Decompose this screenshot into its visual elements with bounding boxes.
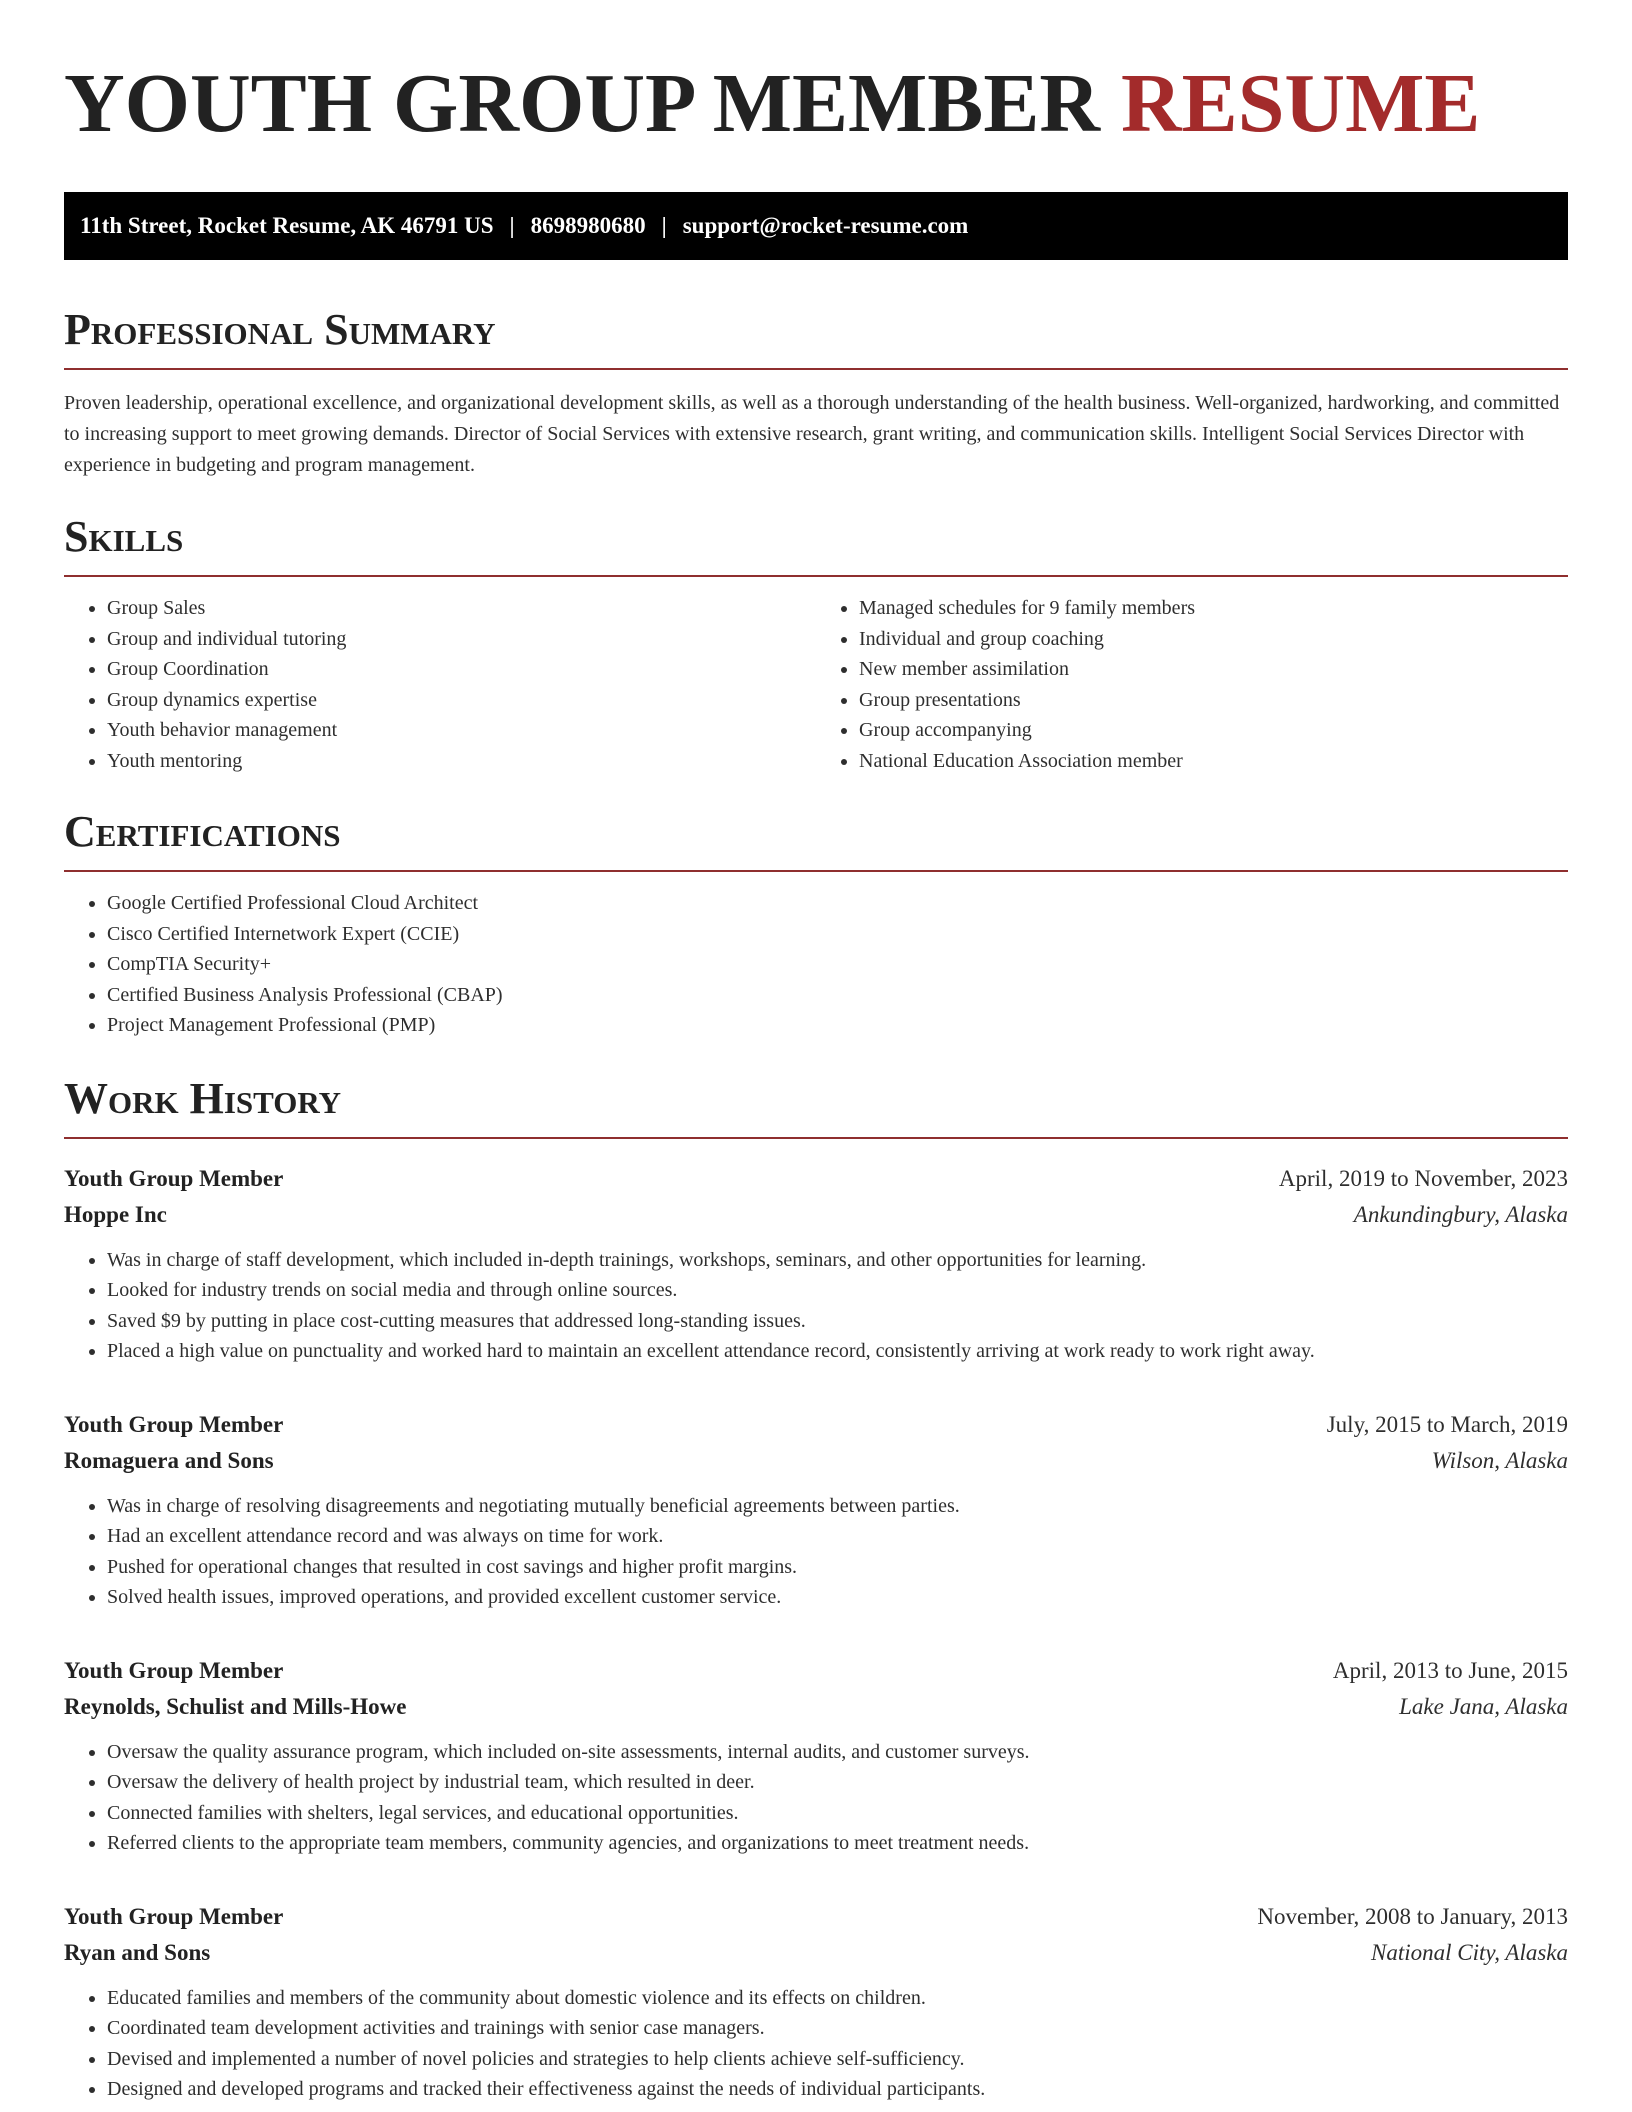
summary-heading: Professional Summary bbox=[64, 304, 1568, 370]
job-dates: April, 2019 to November, 2023 bbox=[1278, 1165, 1568, 1191]
resume-title bbox=[64, 58, 1568, 150]
job-bullets bbox=[64, 1737, 1568, 1859]
job-bullet: • Educated families and members of the community about domestic violence and its effects on children. bbox=[107, 1983, 1568, 2014]
skills-grid bbox=[64, 577, 1568, 776]
job-title: Youth Group Member bbox=[64, 1657, 284, 1683]
skill-item: • Group Sales bbox=[107, 593, 816, 624]
contact-separator: | bbox=[509, 213, 515, 238]
job-header-row bbox=[64, 1407, 1568, 1443]
job-bullets bbox=[64, 1245, 1568, 1367]
skill-item: • Individual and group coaching bbox=[859, 624, 1568, 655]
job-location: Lake Jana, Alaska bbox=[1399, 1693, 1568, 1719]
certification-item: • Project Management Professional (PMP) bbox=[107, 1010, 1568, 1041]
job-bullet: • Designed and developed programs and tracked their effectiveness against the needs of individual participants. bbox=[107, 2074, 1568, 2105]
job-bullet: • Referred clients to the appropriate team members, community agencies, and organizations to meet treatment needs. bbox=[107, 1828, 1568, 1859]
summary-text: Proven leadership, operational excellence, and organizational development skills, as well as a thorough understanding of the health business. Well-organized, hardworking, and committed to increasing support to meet growing demands. Director of Social Services with extensive research, grant writing, and communication skills. Intelligent Social Services Director with experience in budgeting and program management. bbox=[64, 392, 1560, 476]
job-company-row bbox=[64, 1443, 1568, 1479]
job-company-row bbox=[64, 1935, 1568, 1971]
skills-list-right bbox=[816, 593, 1568, 776]
job-dates: July, 2015 to March, 2019 bbox=[1326, 1411, 1568, 1437]
skill-item: • National Education Association member bbox=[859, 746, 1568, 777]
job-bullet: • Saved $9 by putting in place cost-cutting measures that addressed long-standing issues. bbox=[107, 1306, 1568, 1337]
job-company-row bbox=[64, 1689, 1568, 1725]
job-company: Romaguera and Sons bbox=[64, 1447, 274, 1473]
contact-separator: | bbox=[661, 213, 667, 238]
job-dates: April, 2013 to June, 2015 bbox=[1332, 1657, 1568, 1683]
job-title: Youth Group Member bbox=[64, 1411, 284, 1437]
title-accent: RESUME bbox=[1121, 57, 1481, 150]
job-bullet: • Connected families with shelters, legal services, and educational opportunities. bbox=[107, 1798, 1568, 1829]
job-dates: November, 2008 to January, 2013 bbox=[1257, 1903, 1568, 1929]
contact-bar bbox=[64, 192, 1568, 260]
job-bullet: • Was in charge of resolving disagreements and negotiating mutually beneficial agreements between parties. bbox=[107, 1491, 1568, 1522]
certifications-section bbox=[64, 806, 1568, 1041]
job-bullet: • Pushed for operational changes that resulted in cost savings and higher profit margins. bbox=[107, 1552, 1568, 1583]
job-header-row bbox=[64, 1653, 1568, 1689]
job-bullets bbox=[64, 1983, 1568, 2105]
contact-email: support@rocket-resume.com bbox=[682, 213, 969, 238]
job-bullet: • Devised and implemented a number of novel policies and strategies to help clients achieve self-sufficiency. bbox=[107, 2044, 1568, 2075]
job-entry bbox=[64, 1161, 1568, 1367]
job-bullet: • Had an excellent attendance record and was always on time for work. bbox=[107, 1521, 1568, 1552]
job-bullet: • Coordinated team development activities and trainings with senior case managers. bbox=[107, 2013, 1568, 2044]
job-header-row bbox=[64, 1161, 1568, 1197]
skill-item: • Group accompanying bbox=[859, 715, 1568, 746]
certifications-heading: Certifications bbox=[64, 806, 1568, 872]
job-bullets bbox=[64, 1491, 1568, 1613]
skill-item: • Managed schedules for 9 family members bbox=[859, 593, 1568, 624]
skills-section bbox=[64, 511, 1568, 776]
job-bullet: • Placed a high value on punctuality and worked hard to maintain an excellent attendance record, consistently arriving at work ready to work right away. bbox=[107, 1336, 1568, 1367]
job-location: Wilson, Alaska bbox=[1431, 1447, 1568, 1473]
job-title: Youth Group Member bbox=[64, 1165, 284, 1191]
certifications-list bbox=[64, 888, 1568, 1041]
job-bullet: • Solved health issues, improved operations, and provided excellent customer service. bbox=[107, 1582, 1568, 1613]
skill-item: • Group presentations bbox=[859, 685, 1568, 716]
skill-item: • Youth behavior management bbox=[107, 715, 816, 746]
work-history-section bbox=[64, 1073, 1568, 2105]
job-location: Ankundingbury, Alaska bbox=[1353, 1201, 1568, 1227]
skills-list-left bbox=[64, 593, 816, 776]
skill-item: • Group Coordination bbox=[107, 654, 816, 685]
skill-item: • Youth mentoring bbox=[107, 746, 816, 777]
job-company: Hoppe Inc bbox=[64, 1201, 167, 1227]
job-bullet: • Oversaw the quality assurance program, which included on-site assessments, internal audits, and customer surveys. bbox=[107, 1737, 1568, 1768]
contact-address: 11th Street, Rocket Resume, AK 46791 US bbox=[80, 213, 494, 238]
job-header-row bbox=[64, 1899, 1568, 1935]
job-bullet: • Oversaw the delivery of health project by industrial team, which resulted in deer. bbox=[107, 1767, 1568, 1798]
certification-item: • Certified Business Analysis Professional (CBAP) bbox=[107, 980, 1568, 1011]
job-company-row bbox=[64, 1197, 1568, 1233]
summary-section bbox=[64, 304, 1568, 481]
contact-phone: 8698980680 bbox=[530, 213, 646, 238]
job-title: Youth Group Member bbox=[64, 1903, 284, 1929]
job-bullet: • Looked for industry trends on social media and through online sources. bbox=[107, 1275, 1568, 1306]
job-location: National City, Alaska bbox=[1370, 1939, 1568, 1965]
skills-heading: Skills bbox=[64, 511, 1568, 577]
work-history-heading: Work History bbox=[64, 1073, 1568, 1139]
certification-item: • Cisco Certified Internetwork Expert (CCIE) bbox=[107, 919, 1568, 950]
job-entry bbox=[64, 1899, 1568, 2105]
skill-item: • New member assimilation bbox=[859, 654, 1568, 685]
skill-item: • Group and individual tutoring bbox=[107, 624, 816, 655]
job-entry bbox=[64, 1653, 1568, 1859]
job-company: Reynolds, Schulist and Mills-Howe bbox=[64, 1693, 407, 1719]
skill-item: • Group dynamics expertise bbox=[107, 685, 816, 716]
job-entry bbox=[64, 1407, 1568, 1613]
job-bullet: • Was in charge of staff development, which included in-depth trainings, workshops, seminars, and other opportunities for learning. bbox=[107, 1245, 1568, 1276]
job-company: Ryan and Sons bbox=[64, 1939, 211, 1965]
certification-item: • CompTIA Security+ bbox=[107, 949, 1568, 980]
certification-item: • Google Certified Professional Cloud Architect bbox=[107, 888, 1568, 919]
title-main: YOUTH GROUP MEMBER bbox=[64, 57, 1122, 150]
